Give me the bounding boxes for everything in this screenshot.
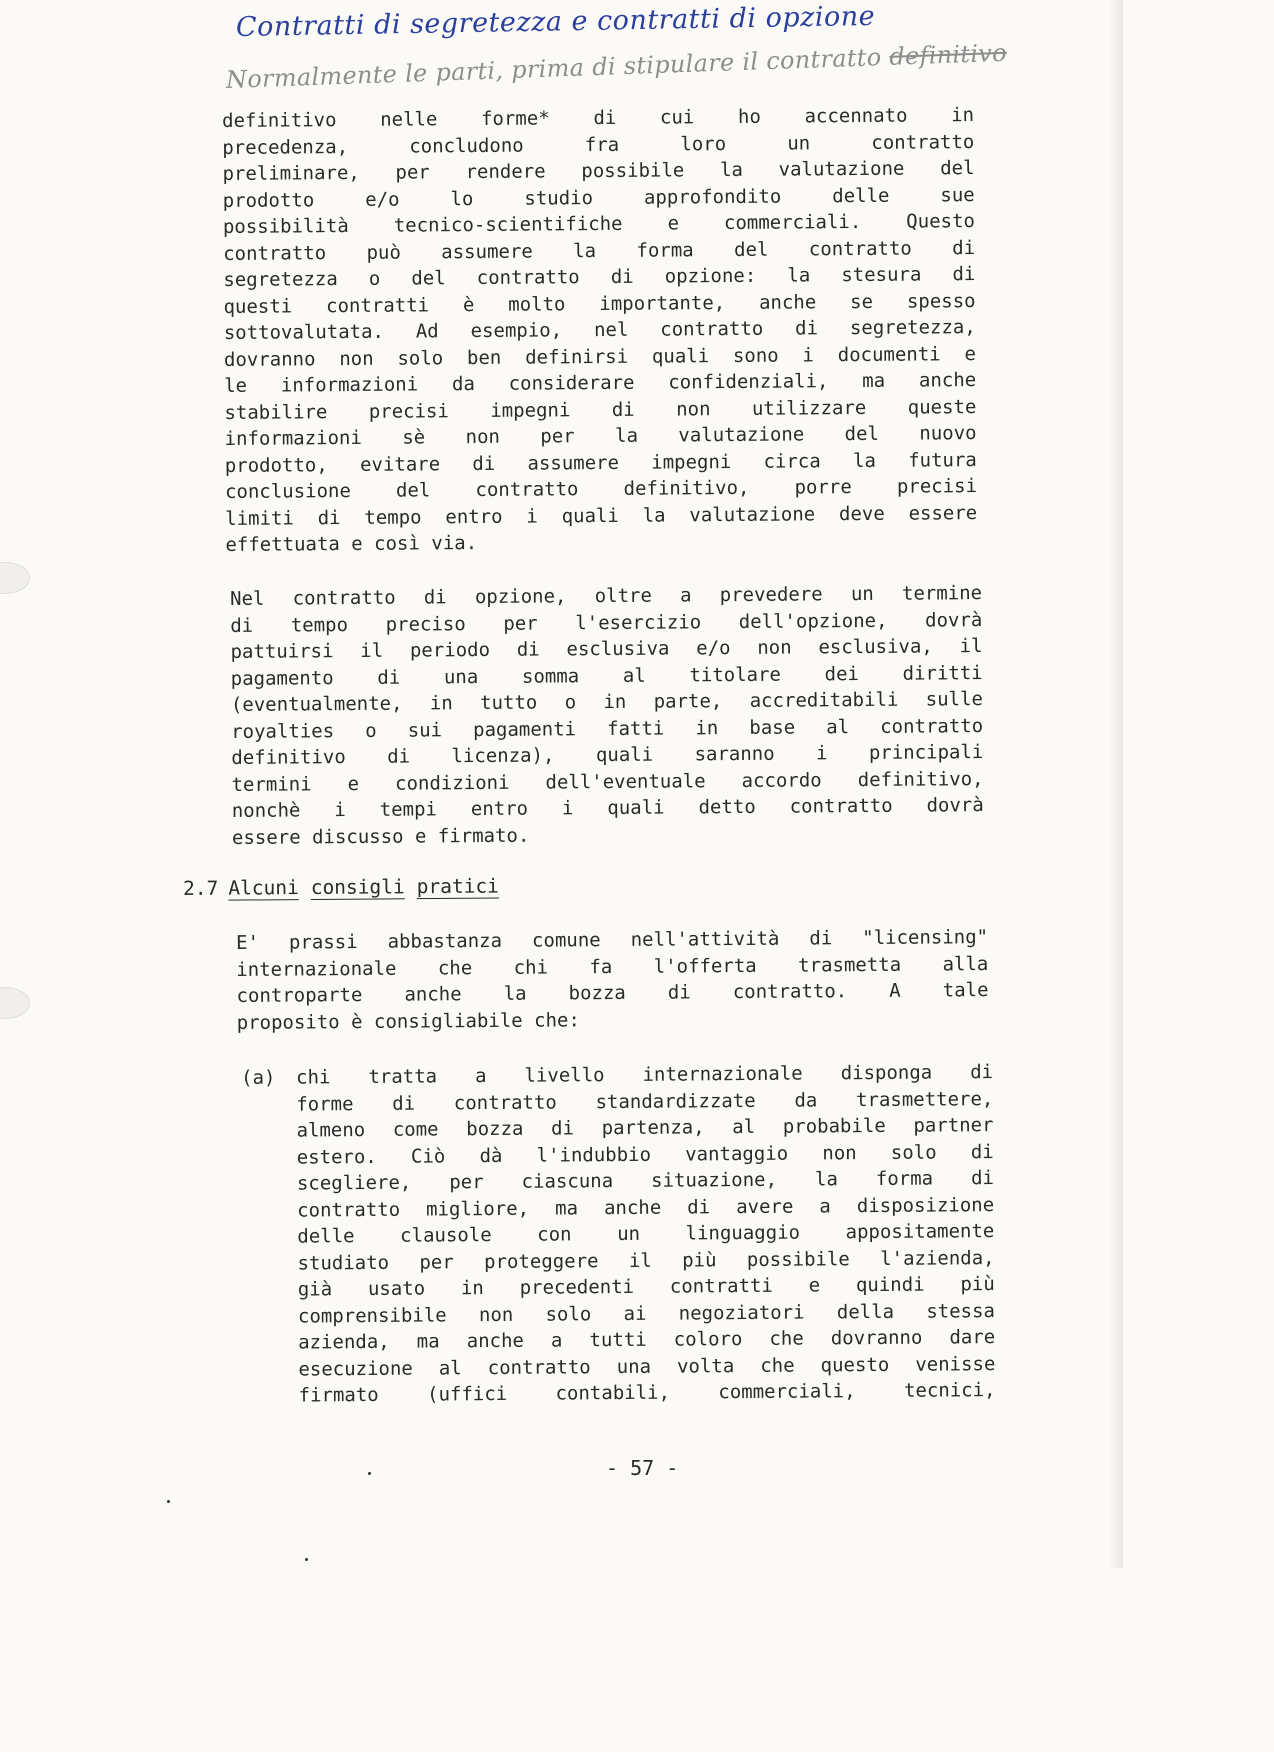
text-line: limiti di tempo entro i quali la valutazione deve essere [225, 501, 978, 530]
punch-hole [0, 987, 30, 1019]
section-heading [183, 874, 511, 900]
text-line: delle clausole con un linguaggio appositamente [297, 1220, 995, 1248]
paper-speck [167, 1500, 170, 1503]
text-line: dovranno non solo ben definirsi quali sono i documenti e [223, 342, 977, 371]
text-line: nonchè i tempi entro i quali detto contratto dovrà [231, 794, 984, 822]
handwritten-intro-text: Normalmente le parti, prima di stipulare il contratto [225, 43, 882, 94]
text-line: almeno come bozza di partenza, al probabile partner [296, 1114, 994, 1142]
text-line: contratto migliore, ma anche di avere a disposizione [297, 1193, 995, 1222]
text-line: pagamento di una somma al titolare dei diritti [230, 661, 983, 690]
text-line: prodotto e/o lo studio approfondito delle sue [222, 183, 975, 212]
text-line: forme di contratto standardizzate da trasmettere, [296, 1087, 994, 1116]
handwritten-struck-word: definitivo [888, 38, 1008, 71]
text-line: prodotto, evitare di assumere impegni circa la futura [224, 448, 977, 477]
text-line: termini e condizioni dell'eventuale accordo definitivo, [231, 767, 984, 796]
list-item-label: (a) [241, 1066, 276, 1089]
text-line: comprensibile non solo ai negoziatori della stessa [297, 1299, 996, 1328]
section-title-word: consigli [310, 875, 405, 899]
text-line: conclusione del contratto definitivo, porre precisi [224, 475, 978, 503]
text-line: estero. Ciò dà l'indubbio vantaggio non solo di [296, 1140, 994, 1169]
text-line: le informazioni da considerare confidenziali, ma anche [224, 369, 977, 397]
page-edge-shadow [1109, 0, 1123, 1568]
handwritten-intro [226, 39, 1008, 94]
text-line: definitivo di licenza), quali saranno i principali [231, 741, 984, 769]
text-line: studiato per proteggere il più possibile l'azienda, [297, 1246, 995, 1275]
text-line: segretezza o del contratto di opzione: la stesura di [223, 263, 976, 291]
list-item-body [296, 1059, 996, 1409]
text-line: royalties o sui pagamenti fatti in base al contratto [231, 714, 984, 743]
paragraph-option-contract [230, 580, 984, 851]
text-line: preliminare, per rendere possibile la valutazione del [222, 157, 975, 185]
paper-speck [368, 1472, 371, 1475]
text-line: possibilità tecnico-scientifiche e commerciali. Questo [222, 210, 975, 238]
section-number: 2.7 [183, 876, 219, 900]
handwritten-title: Contratti di segretezza e contratti di opzione [235, 0, 876, 43]
text-line: internazionale che chi fa l'offerta trasmetta alla [236, 952, 989, 981]
text-line: informazioni sè non per la valutazione del nuovo [224, 422, 977, 450]
text-line: precedenza, concludono fra loro un contratto [222, 130, 975, 159]
text-line: definitivo nelle forme* di cui ho accennato in [222, 104, 975, 132]
text-line: questi contratti è molto importante, anche se spesso [223, 289, 976, 318]
paragraph-confidentiality [222, 102, 978, 558]
text-line: essere discusso e firmato. [231, 824, 530, 849]
text-line: E' prassi abbastanza comune nell'attività di "licensing" [236, 926, 989, 954]
list-item-a [241, 1059, 996, 1409]
text-line: (eventualmente, in tutto o in parte, accreditabili sulle [230, 688, 983, 716]
text-line: azienda, ma anche a tutti coloro che dovranno dare [298, 1326, 996, 1354]
text-line: sottovalutata. Ad esempio, nel contratto di segretezza, [223, 316, 976, 344]
text-line: scegliere, per ciascuna situazione, la forma di [296, 1167, 994, 1195]
text-line: già usato in precedenti contratti e quindi più [297, 1273, 995, 1301]
text-line: effettuata e così via. [225, 532, 478, 556]
paper-speck [305, 1558, 308, 1561]
text-line: di tempo preciso per l'esercizio dell'opzione, dovrà [230, 608, 983, 637]
text-line: stabilire precisi impegni di non utilizzare queste [224, 395, 977, 424]
page-number: - 57 - [606, 1456, 679, 1480]
text-line: firmato (uffici contabili, commerciali, tecnici, [298, 1379, 996, 1407]
text-line: Nel contratto di opzione, oltre a prevedere un termine [230, 582, 983, 610]
punch-hole [0, 562, 30, 594]
text-line: chi tratta a livello internazionale disponga di [296, 1061, 994, 1089]
text-line: esecuzione al contratto una volta che questo venisse [298, 1352, 996, 1381]
section-title-word: pratici [416, 874, 499, 899]
text-line: proposito è consigliabile che: [236, 1008, 580, 1034]
section-title-word: Alcuni [228, 876, 299, 900]
paragraph-licensing-intro [236, 924, 989, 1036]
text-line: contratto può assumere la forma del contratto di [223, 236, 976, 265]
text-line: pattuirsi il periodo di esclusiva e/o non esclusiva, il [230, 635, 983, 663]
text-line: controparte anche la bozza di contratto. A tale [236, 979, 989, 1007]
